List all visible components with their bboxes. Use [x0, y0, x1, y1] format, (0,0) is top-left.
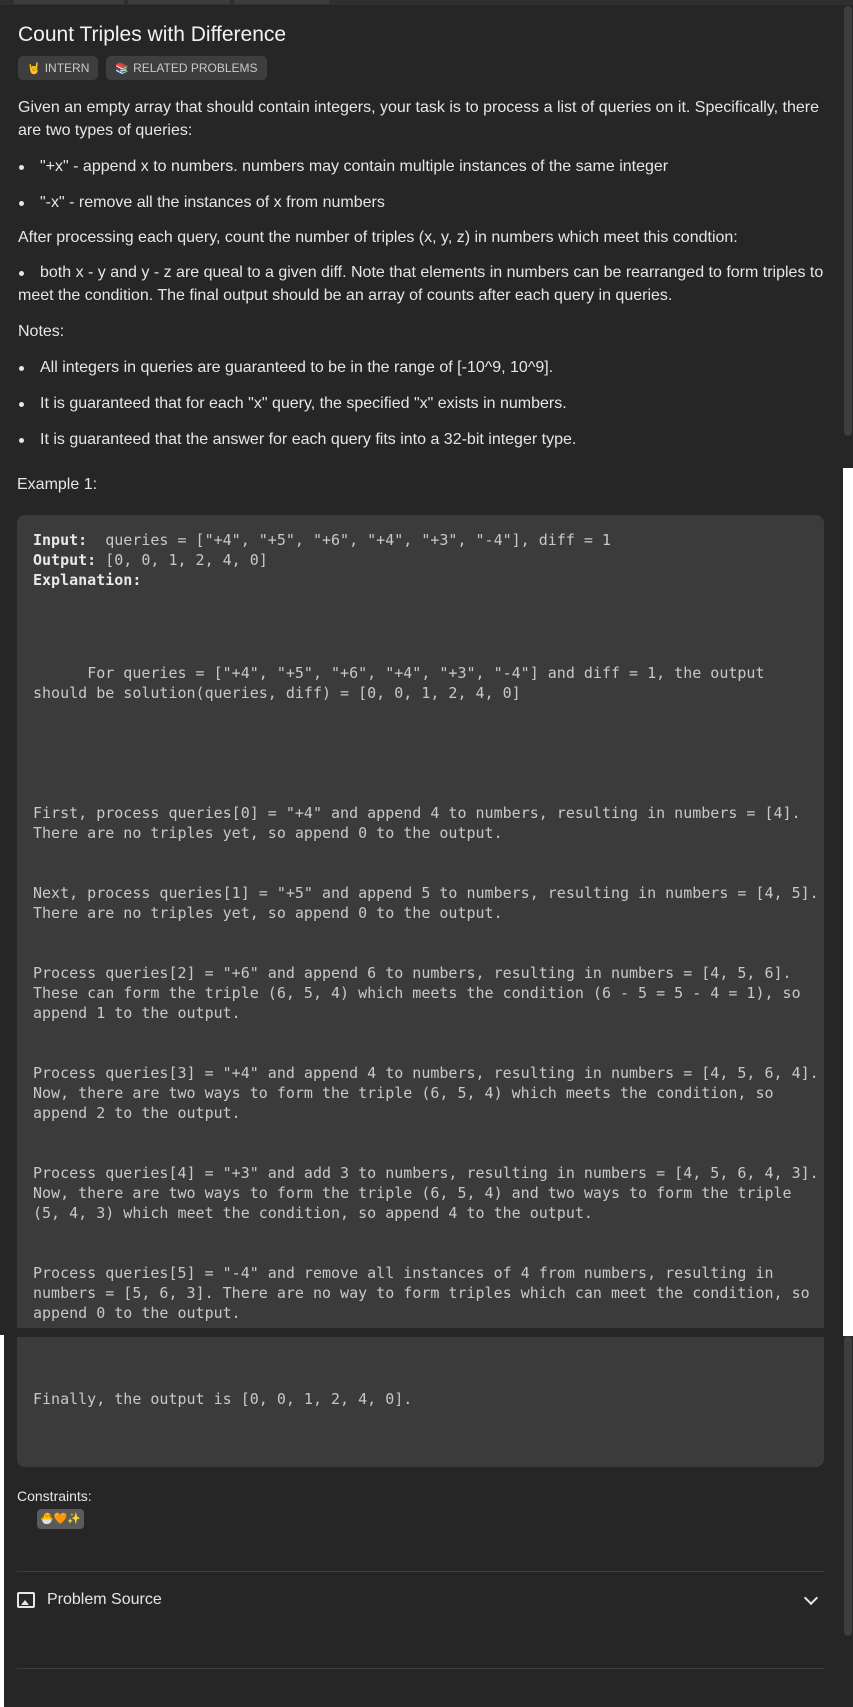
problem-title: Count Triples with Difference — [18, 23, 287, 46]
input-label: Input: — [33, 531, 88, 549]
tag-list — [18, 56, 824, 80]
tag-label: RELATED PROBLEMS — [133, 61, 258, 75]
chevron-down-icon[interactable] — [804, 1591, 818, 1605]
window-edge — [843, 468, 853, 1336]
list-item: "+x" - append x to numbers. numbers may contain multiple instances of the same integer — [18, 155, 824, 178]
problem-source-label: Problem Source — [47, 1591, 162, 1608]
tag-label: INTERN — [44, 61, 90, 75]
constraints-chip[interactable]: 🐣🧡✨ — [37, 1509, 84, 1529]
explanation-step: First, process queries[0] = "+4" and append 4 to numbers, resulting in numbers = [4]. There are no triples yet, so append 0 to the output. — [33, 804, 810, 842]
divider — [17, 1668, 824, 1669]
query-types-list — [18, 155, 824, 214]
list-item: All integers in queries are guaranteed to be in the range of [-10^9, 10^9]. — [18, 356, 824, 379]
list-item: It is guaranteed that for each "x" query, the specified "x" exists in numbers. — [18, 392, 824, 415]
divider — [17, 1571, 824, 1572]
explanation-step: Process queries[3] = "+4" and append 4 to numbers, resulting in numbers = [4, 5, 6, 4]. Now, there are two ways to form the triple (6, 5, 4) which meets the condition, so append 2 to the output. — [33, 1064, 828, 1122]
example-code-block — [17, 515, 828, 1328]
tab-indicator[interactable] — [128, 0, 230, 4]
image-icon — [17, 1592, 35, 1608]
tab-indicator[interactable] — [234, 0, 329, 4]
condition-text: both x - y and y - z are queal to a given diff. Note that elements in numbers can be rearranged to form triples to meet the condition. The final output should be an array of counts after each query in queries. — [18, 261, 824, 307]
problem-content — [18, 20, 824, 496]
tab-indicator[interactable] — [14, 0, 124, 4]
output-value: [0, 0, 1, 2, 4, 0] — [105, 551, 268, 569]
explanation-step: Process queries[2] = "+6" and append 6 to numbers, resulting in numbers = [4, 5, 6]. These can form the triple (6, 5, 4) which meets the condition (6 - 5 = 5 - 4 = 1), so append 1 to the output. — [33, 964, 810, 1022]
explanation-intro: For queries = ["+4", "+5", "+6", "+4", "+3", "-4"] and diff = 1, the output should be solution(queries, diff) = [0, 0, 1, 2, 4, 0] — [33, 664, 774, 702]
after-processing-text: After processing each query, count the number of triples (x, y, z) in numbers which meet this condtion: — [18, 229, 738, 246]
notes-label: Notes: — [18, 323, 65, 340]
explanation-step: Next, process queries[1] = "+5" and append 5 to numbers, resulting in numbers = [4, 5]. There are no triples yet, so append 0 to the output. — [33, 884, 828, 922]
explanation-final: Finally, the output is [0, 0, 1, 2, 4, 0]. — [33, 1390, 413, 1408]
example-code-block-continued — [17, 1337, 824, 1467]
list-item: "-x" - remove all the instances of x from numbers — [18, 191, 824, 214]
problem-description: Given an empty array that should contain integers, your task is to process a list of queries on it. Specifically, there are two types of queries: — [18, 99, 819, 139]
explanation-label: Explanation: — [33, 571, 142, 589]
scrollbar-thumb[interactable] — [844, 6, 852, 436]
constraints-label: Constraints: — [17, 1488, 92, 1504]
notes-list — [18, 356, 824, 451]
books-icon: 📚 — [115, 62, 130, 75]
window-edge — [0, 1335, 4, 1707]
intern-tag[interactable] — [18, 56, 98, 80]
problem-source-toggle[interactable] — [17, 1585, 824, 1615]
rock-hand-icon: 🤘 — [27, 62, 41, 75]
example-io — [33, 530, 826, 590]
example-title: Example 1: — [17, 476, 98, 493]
explanation-step: Process queries[4] = "+3" and add 3 to numbers, resulting in numbers = [4, 5, 6, 4, 3]. Now, there are two ways to form the triple (6, 5, 4) and two ways to form the triple (5, 4, 3) which meet the condition, so append 4 to the output. — [33, 1164, 828, 1222]
scrollbar-thumb[interactable] — [844, 1336, 852, 1636]
explanation-step: Process queries[5] = "-4" and remove all instances of 4 from numbers, resulting in numbers = [5, 6, 3]. There are no way to form triples which can meet the condition, so append 0 to the output. — [33, 1264, 819, 1322]
related-problems-tag[interactable] — [106, 56, 266, 80]
list-item: It is guaranteed that the answer for each query fits into a 32-bit integer type. — [18, 428, 824, 451]
output-label: Output: — [33, 551, 97, 569]
top-tab-bar — [0, 0, 853, 5]
input-value: queries = ["+4", "+5", "+6", "+4", "+3", "-4"], diff = 1 — [96, 531, 611, 549]
